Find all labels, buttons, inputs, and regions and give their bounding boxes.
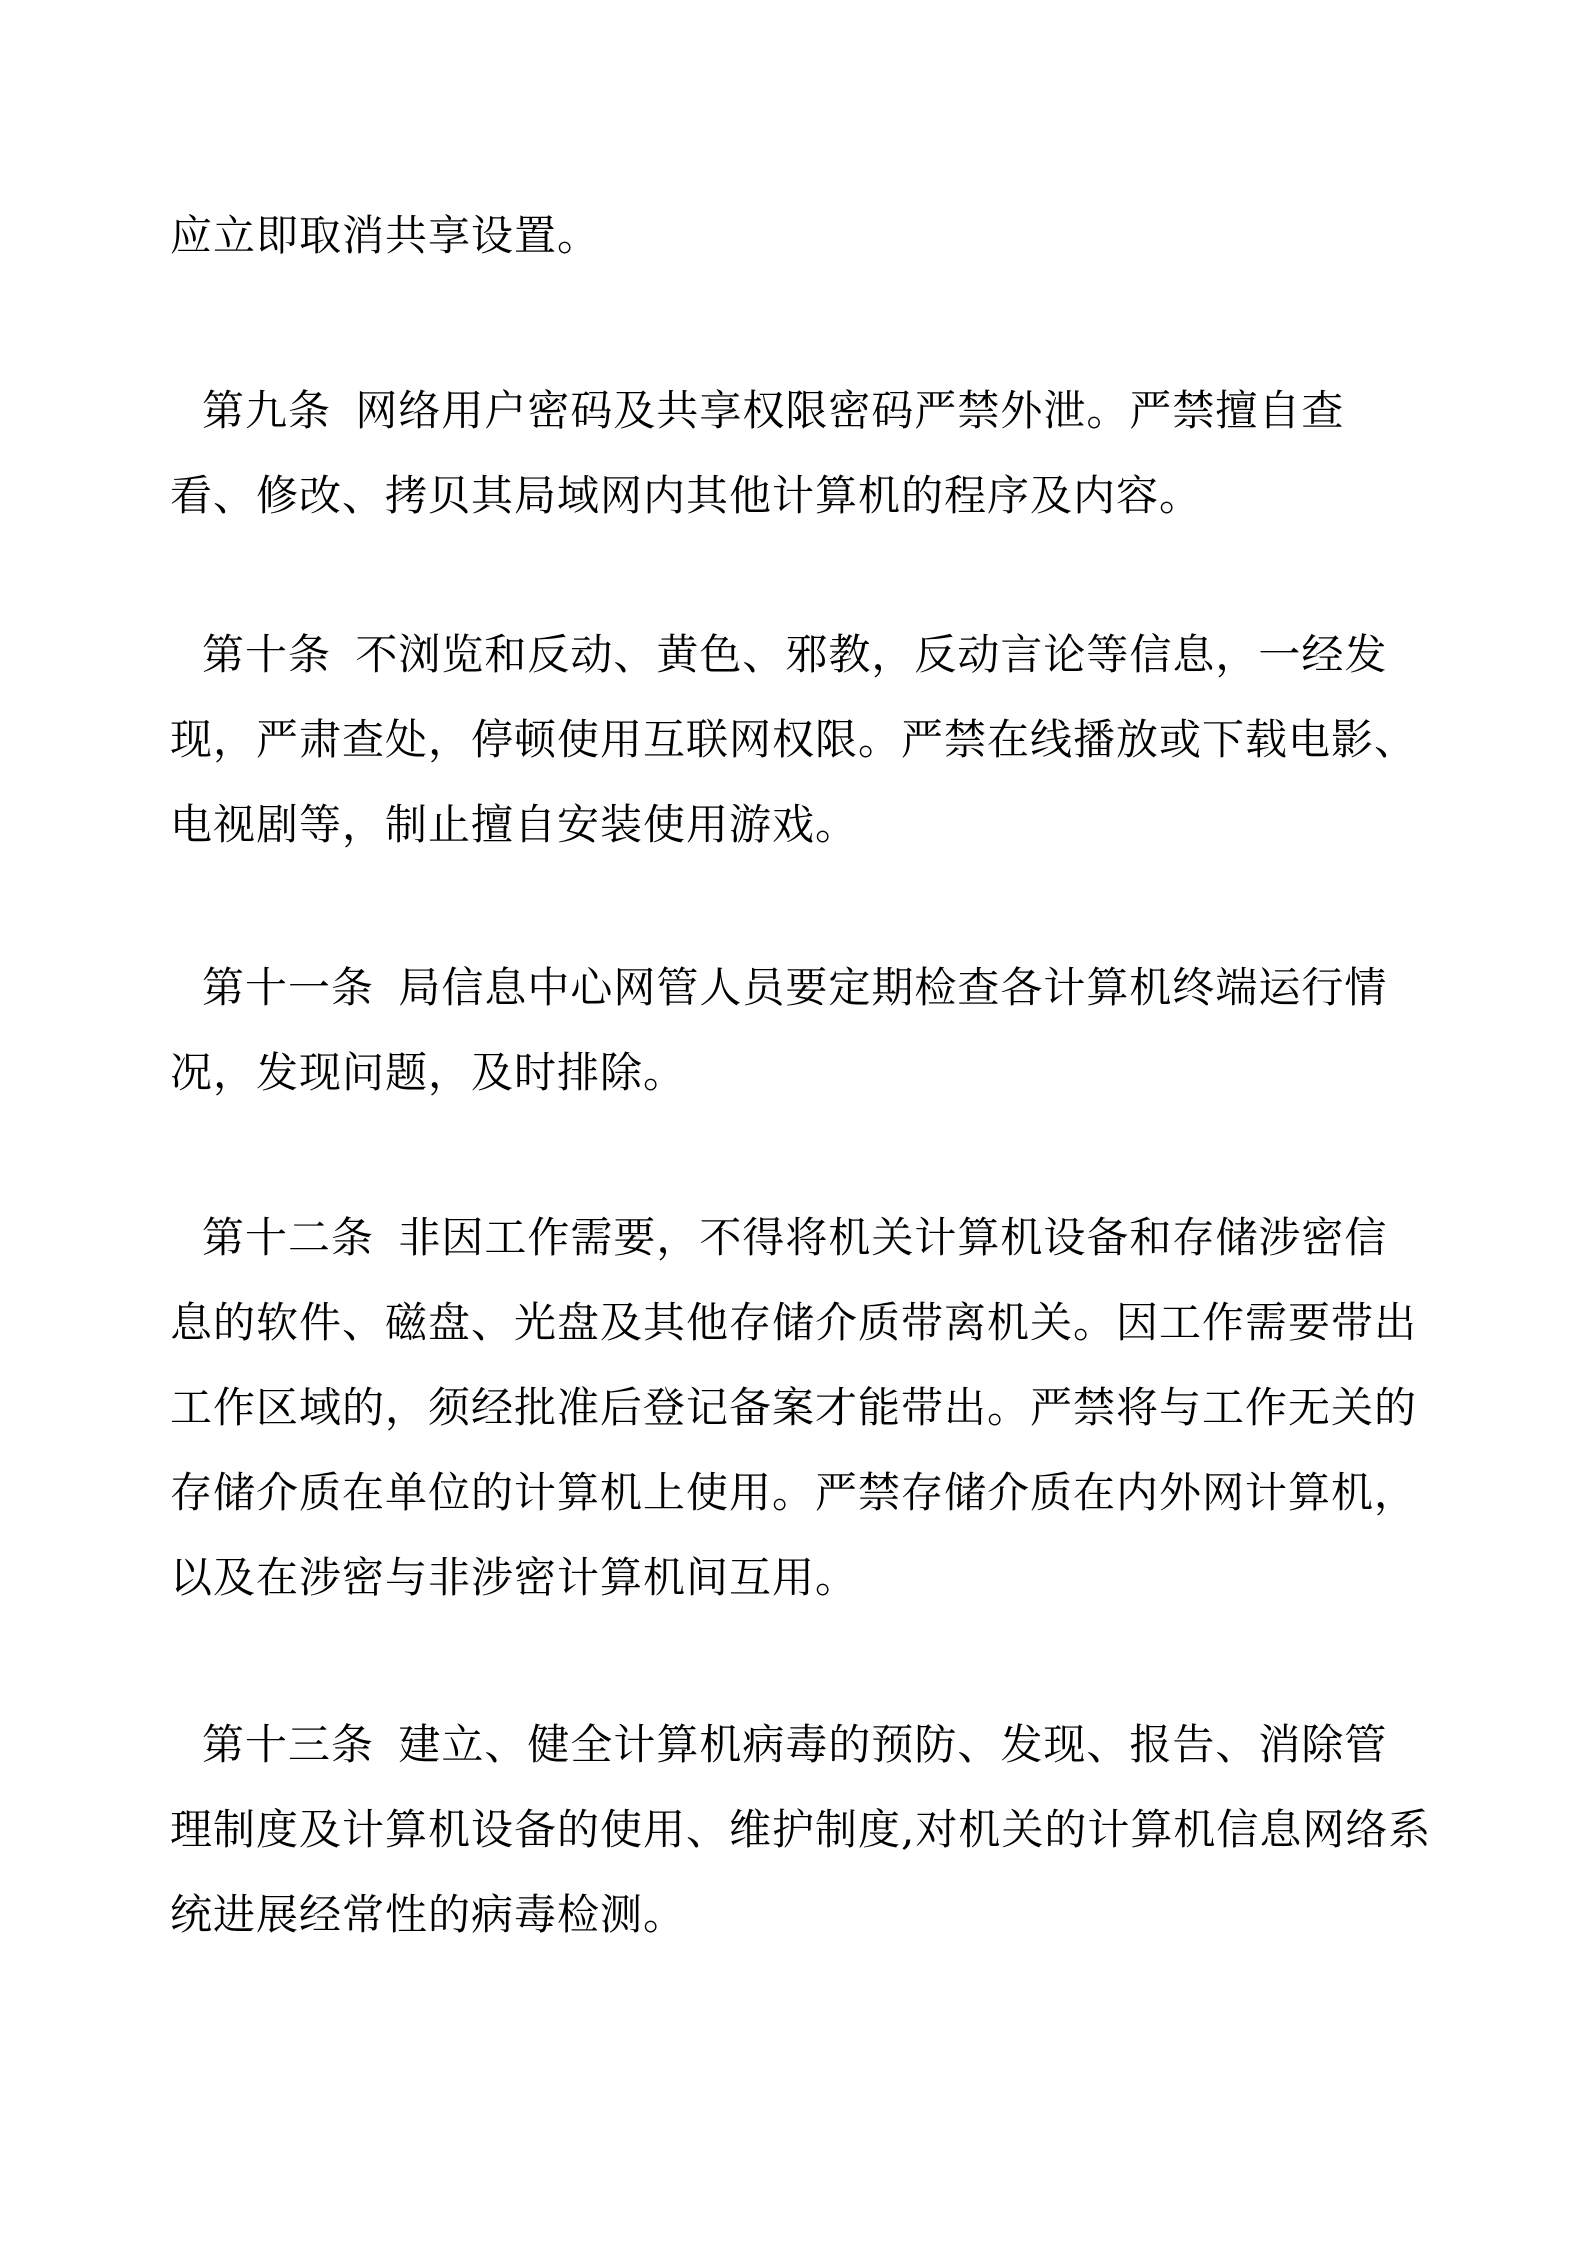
paragraph-line: 第十二条 非因工作需要，不得将机关计算机设备和存储涉密信 bbox=[202, 1213, 1388, 1262]
paragraph-article-9 bbox=[170, 368, 1427, 538]
paragraph-line: 第十一条 局信息中心网管人员要定期检查各计算机终端运行情 bbox=[202, 963, 1388, 1012]
paragraph-line: 第十三条 建立、健全计算机病毒的预防、发现、报告、消除管 bbox=[202, 1720, 1388, 1769]
paragraph-article-13 bbox=[170, 1702, 1432, 1957]
paragraph-line: 息的软件、磁盘、光盘及其他存储介质带离机关。因工作需要带出 bbox=[170, 1298, 1418, 1347]
paragraph-article-11 bbox=[170, 945, 1427, 1115]
paragraph-line: 第九条 网络用户密码及共享权限密码严禁外泄。严禁擅自查 bbox=[202, 386, 1345, 435]
paragraph-line: 看、修改、拷贝其局域网内其他计算机的程序及内容。 bbox=[170, 471, 1203, 520]
paragraph-line: 以及在涉密与非涉密计算机间互用。 bbox=[170, 1553, 859, 1602]
paragraph-line: 统进展经常性的病毒检测。 bbox=[170, 1890, 687, 1939]
paragraph-line: 电视剧等，制止擅自安装使用游戏。 bbox=[170, 800, 859, 849]
paragraph-line: 工作区域的，须经批准后登记备案才能带出。严禁将与工作无关的 bbox=[170, 1383, 1418, 1432]
paragraph-article-12 bbox=[170, 1195, 1427, 1620]
paragraph-continuation bbox=[170, 193, 1427, 278]
paragraph-line: 存储介质在单位的计算机上使用。严禁存储介质在内外网计算机， bbox=[170, 1468, 1418, 1517]
paragraph-line: 现，严肃查处，停顿使用互联网权限。严禁在线播放或下载电影、 bbox=[170, 715, 1418, 764]
paragraph-line: 应立即取消共享设置。 bbox=[170, 211, 601, 260]
paragraph-line: 理制度及计算机设备的使用、维护制度,对机关的计算机信息网络系 bbox=[170, 1805, 1432, 1854]
paragraph-line: 况，发现问题，及时排除。 bbox=[170, 1048, 687, 1097]
paragraph-article-10 bbox=[170, 612, 1427, 867]
paragraph-line: 第十条 不浏览和反动、黄色、邪教，反动言论等信息，一经发 bbox=[202, 630, 1388, 679]
